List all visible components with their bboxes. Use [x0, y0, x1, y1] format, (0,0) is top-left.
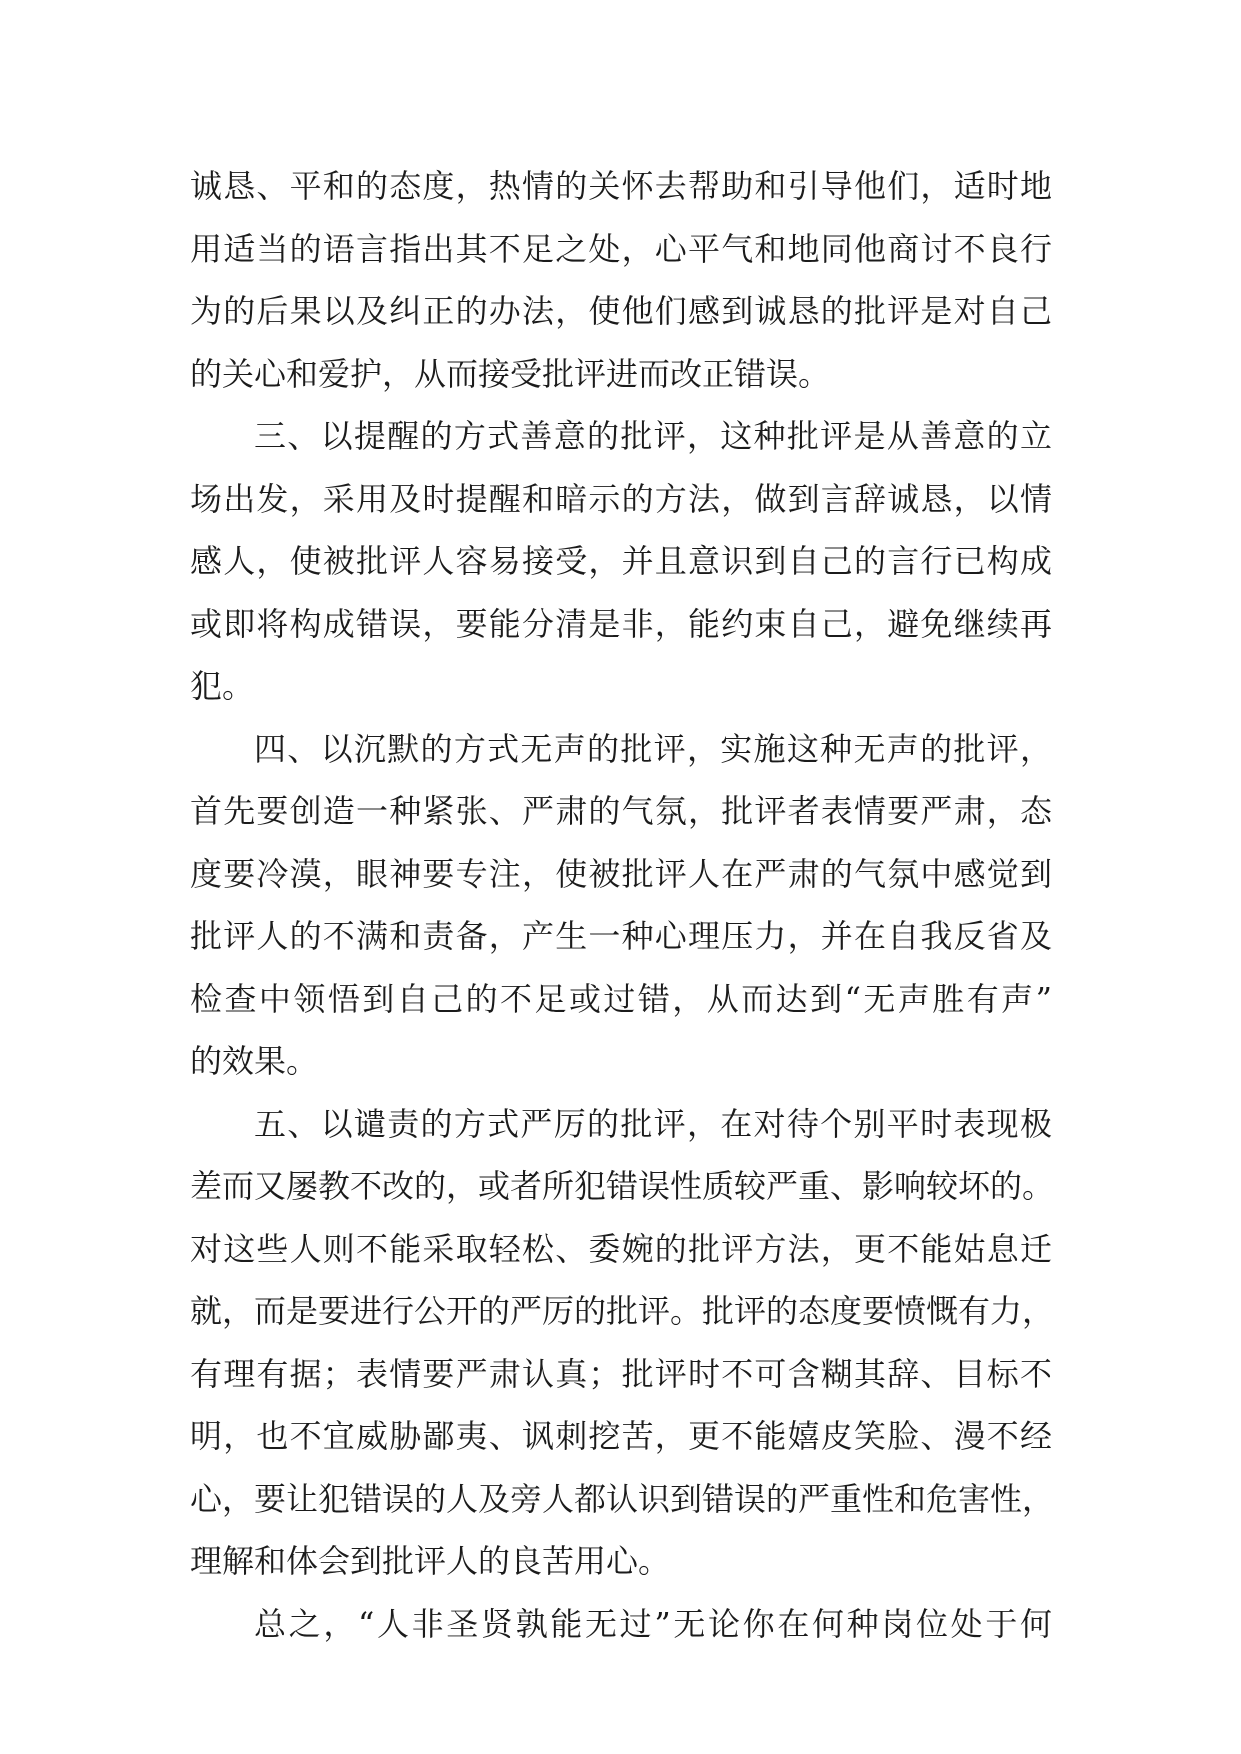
- text-line: 三、以提醒的方式善意的批评，这种批评是从善意的立: [254, 417, 1052, 455]
- text-line: 有理有据；表情要严肃认真；批评时不可含糊其辞、目标不: [190, 1354, 1052, 1393]
- text-line: 诚恳、平和的态度，热情的关怀去帮助和引导他们，适时地: [190, 167, 1052, 205]
- text-line: 对这些人则不能采取轻松、委婉的批评方法，更不能姑息迁: [190, 1229, 1052, 1268]
- text-line: 犯。: [190, 667, 255, 705]
- text-line: 为的后果以及纠正的办法，使他们感到诚恳的批评是对自己: [190, 292, 1052, 330]
- text-line: 场出发，采用及时提醒和暗示的方法，做到言辞诚恳，以情: [190, 479, 1052, 518]
- text-line: 心，要让犯错误的人及旁人都认识到错误的严重性和危害性，: [190, 1479, 1055, 1518]
- body-text: [190, 155, 1055, 1655]
- text-line: 首先要创造一种紧张、严肃的气氛，批评者表情要严肃，态: [190, 792, 1052, 830]
- text-line: 四、以沉默的方式无声的批评，实施这种无声的批评，: [254, 729, 1052, 768]
- text-line: 总之，“人非圣贤孰能无过”无论你在何种岗位处于何: [254, 1604, 1052, 1643]
- text-line: 度要冷漠，眼神要专注，使被批评人在严肃的气氛中感觉到: [190, 854, 1052, 893]
- text-line: 五、以谴责的方式严厉的批评，在对待个别平时表现极: [254, 1104, 1052, 1143]
- text-line: 就，而是要进行公开的严厉的批评。批评的态度要愤慨有力，: [190, 1292, 1055, 1330]
- text-line: 或即将构成错误，要能分清是非，能约束自己，避免继续再: [190, 604, 1052, 643]
- text-line: 的效果。: [190, 1042, 319, 1080]
- text-line: 的关心和爱护，从而接受批评进而改正错误。: [190, 354, 831, 393]
- text-line: 差而又屡教不改的，或者所犯错误性质较严重、影响较坏的。: [190, 1167, 1055, 1205]
- text-line: 用适当的语言指出其不足之处，心平气和地同他商讨不良行: [190, 229, 1052, 268]
- text-line: 明，也不宜威胁鄙夷、讽刺挖苦，更不能嬉皮笑脸、漫不经: [190, 1417, 1052, 1455]
- text-line: 理解和体会到批评人的良苦用心。: [190, 1542, 671, 1580]
- text-line: 检查中领悟到自己的不足或过错，从而达到“无声胜有声”: [190, 979, 1052, 1018]
- text-line: 批评人的不满和责备，产生一种心理压力，并在自我反省及: [190, 917, 1052, 955]
- text-line: 感人，使被批评人容易接受，并且意识到自己的言行已构成: [190, 542, 1052, 580]
